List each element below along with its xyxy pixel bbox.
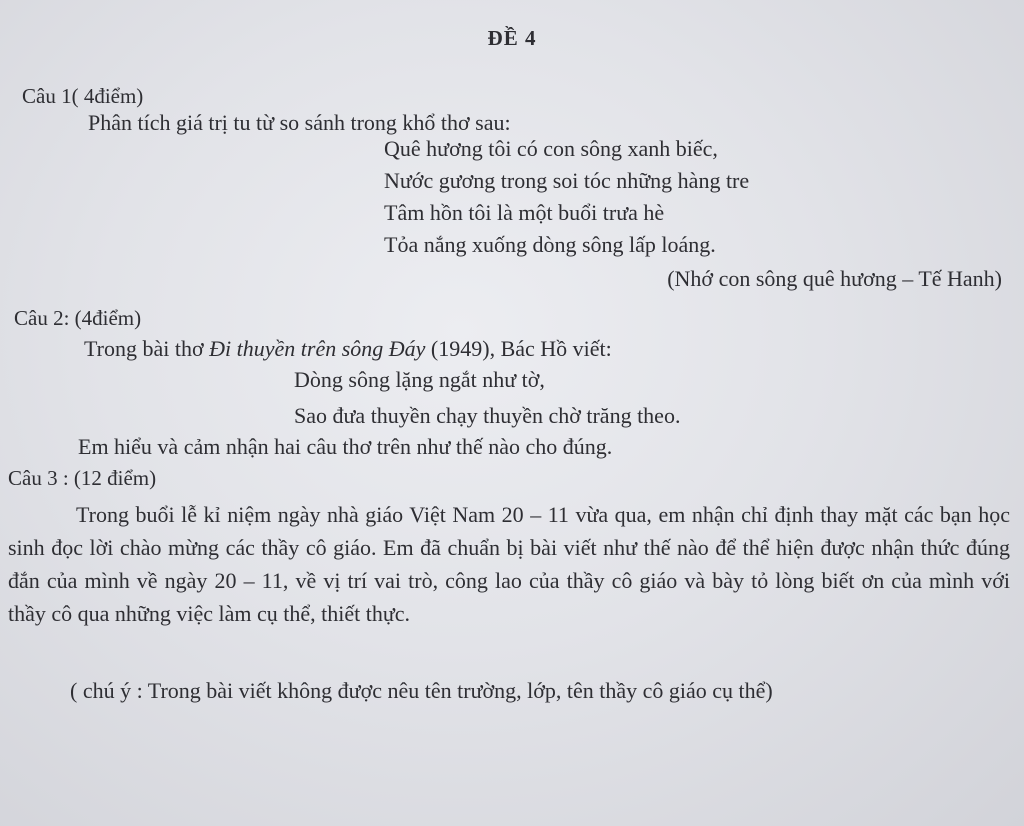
question-2-intro (84, 336, 612, 362)
poem-line: Nước gương trong soi tóc những hàng tre (384, 168, 750, 193)
poem-line: Sao đưa thuyền chạy thuyền chờ trăng theo. (294, 403, 681, 428)
poem-line: Tâm hồn tôi là một buổi trưa hè (384, 200, 665, 225)
question-2-task: Em hiểu và cảm nhận hai câu thơ trên như thế nào cho đúng. (78, 434, 613, 459)
question-3-note: ( chú ý : Trong bài viết không được nêu tên trường, lớp, tên thầy cô giáo cụ thể) (70, 678, 773, 703)
question-1-source: (Nhớ con sông quê hương – Tế Hanh) (667, 266, 1002, 291)
question-1-prompt: Phân tích giá trị tu từ so sánh trong khổ thơ sau: (88, 110, 511, 135)
question-1-heading: Câu 1( 4điểm) (22, 84, 144, 108)
poem-title: Đi thuyền trên sông Đáy (209, 336, 426, 361)
question-2-poem (294, 362, 680, 434)
poem-line: Quê hương tôi có con sông xanh biếc, (384, 136, 718, 161)
question-3-body: Trong buổi lễ kỉ niệm ngày nhà giáo Việt Nam 20 – 11 vừa qua, em nhận chỉ định thay mặt các bạn học sinh đọc lời chào mừng các thầy cô giáo. Em đã chuẩn bị bài viết như thế nào để thể hiện được nhận thức đúng đắn của mình về ngày 20 – 11, về vị trí vai trò, công lao của thầy cô giáo và bày tỏ lòng biết ơn của mình với thầy cô qua những việc làm cụ thể, thiết thực. (8, 502, 1010, 626)
intro-text-after: (1949), Bác Hồ viết: (425, 336, 612, 361)
question-3-heading: Câu 3 : (12 điểm) (8, 466, 157, 490)
exam-title: ĐỀ 4 (487, 26, 537, 50)
question-1-poem (384, 133, 749, 261)
question-2-heading: Câu 2: (4điểm) (14, 306, 142, 330)
poem-line: Dòng sông lặng ngắt như tờ, (294, 367, 545, 392)
poem-line: Tỏa nắng xuống dòng sông lấp loáng. (384, 232, 716, 257)
intro-text-before: Trong bài thơ (84, 336, 210, 361)
